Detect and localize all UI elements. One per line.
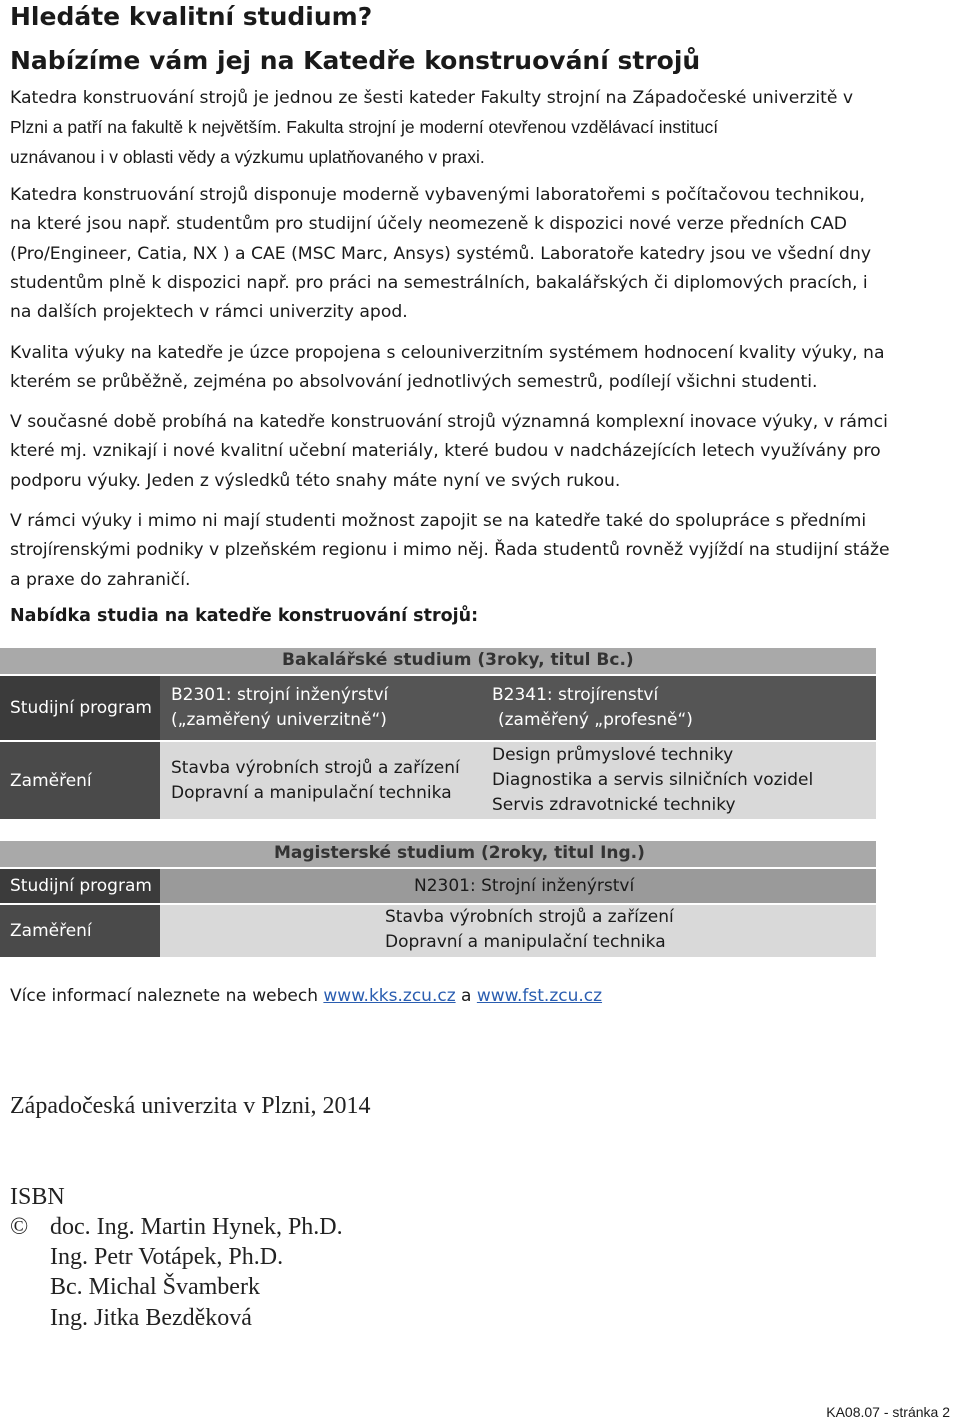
program-a: B2301: strojní inženýrství („zaměřený univerzitně“) — [171, 685, 389, 730]
page-subtitle: Nabízíme vám jej na Katedře konstruování strojů — [10, 46, 701, 75]
paragraph-line: na dalších projektech v rámci univerzity apod. — [10, 302, 408, 323]
page-title: Hledáte kvalitní studium? — [10, 2, 373, 31]
program-b: B2341: strojírenství (zaměřený „profesně“) — [492, 685, 693, 730]
paragraph-line: (Pro/Engineer, Catia, NX ) a CAE (MSC Marc, Ansys) systémů. Laboratoře katedry jsou ve všední dny — [10, 243, 872, 264]
bachelor-program-row — [0, 676, 876, 740]
paragraph-line: strojírenskými podniky v plzeňském regionu i mimo něj. Řada studentů rovněž vyjíždí na studijní stáže — [10, 540, 890, 561]
paragraph-line: Kvalita výuky na katedře je úzce propojena s celouniverzitním systémem hodnocení kvality výuky, na — [10, 343, 885, 363]
program-label: Studijní program — [0, 676, 160, 740]
paragraph-line: které mj. vznikají i nové kvalitní učební materiály, které budou v nadcházejících letech využívány pro — [10, 441, 881, 462]
paragraph-line: podporu výuky. Jeden z výsledků této snahy máte nyní ve svých rukou. — [10, 470, 621, 491]
focus-b: Design průmyslové techniky Diagnostika a servis silničních vozidel Servis zdravotnické techniky — [492, 745, 814, 815]
program-label: Studijní program — [0, 869, 160, 903]
paragraph-line: Plzni a patří na fakultě k největším. Fakulta strojní je moderní otevřenou vzdělávací institucí — [10, 117, 719, 138]
master-focus-row — [0, 905, 876, 957]
paragraph-line: Katedra konstruování strojů je jednou ze šesti kateder Fakulty strojní na Západočeské univerzitě v — [10, 88, 854, 108]
more-info: Více informací naleznete na webech www.kks.zcu.cz a www.fst.zcu.cz — [10, 986, 603, 1006]
paragraph-quality — [10, 339, 950, 398]
link-fst[interactable]: www.fst.zcu.cz — [476, 986, 603, 1006]
section-heading: Nabídka studia na katedře konstruování strojů: — [10, 606, 479, 626]
paragraph-line: na které jsou např. studentům pro studijní účely neomezeně k dispozici nové verze předních CAD — [10, 214, 847, 235]
master-program-row — [0, 869, 876, 903]
paragraph-line: kterém se průběžně, zejména po absolvování jednotlivých semestrů, podílejí všichni studenti. — [10, 372, 818, 393]
paragraph-line: Katedra konstruování strojů disponuje moderně vybavenými laboratořemi s počítačovou technikou, — [10, 185, 865, 205]
paragraph-line: uznávanou i v oblasti vědy a výzkumu uplatňovaného v praxi. — [10, 146, 485, 167]
master-focus: Stavba výrobních strojů a zařízení Dopravní a manipulační technika — [385, 907, 674, 952]
publisher: Západočeská univerzita v Plzni, 2014 — [10, 1093, 371, 1119]
master-program: N2301: Strojní inženýrství — [414, 876, 635, 896]
author: doc. Ing. Martin Hynek, Ph.D. — [50, 1214, 343, 1240]
copyright-symbol: © — [10, 1214, 29, 1240]
bachelor-focus-row — [0, 742, 876, 819]
paragraph-intro — [10, 84, 950, 172]
paragraph-line: studentům plně k dispozici např. pro práci na semestrálních, bakalářských či diplomových pracích, i — [10, 272, 868, 293]
paragraph-line: V současné době probíhá na katedře konstruování strojů významná komplexní inovace výuky, v rámci — [10, 412, 888, 432]
paragraph-line: V rámci výuky i mimo ni mají studenti možnost zapojit se na katedře také do spolupráce s předními — [10, 511, 867, 531]
isbn: ISBN — [10, 1184, 65, 1210]
author: Ing. Petr Votápek, Ph.D. — [50, 1244, 284, 1270]
paragraph-line: a praxe do zahraničí. — [10, 569, 191, 590]
bachelor-header: Bakalářské studium (3roky, titul Bc.) — [282, 650, 634, 670]
focus-label: Zaměření — [0, 905, 160, 957]
link-kks[interactable]: www.kks.zcu.cz — [323, 986, 456, 1006]
bachelor-header-bar — [0, 648, 876, 674]
master-header-bar — [0, 841, 876, 867]
author: Ing. Jitka Bezděková — [50, 1305, 252, 1331]
focus-label: Zaměření — [0, 742, 160, 819]
focus-a: Stavba výrobních strojů a zařízení Dopravní a manipulační technika — [171, 758, 460, 803]
paragraph-innovation — [10, 408, 950, 496]
master-header: Magisterské studium (2roky, titul Ing.) — [274, 843, 645, 863]
paragraph-cooperation — [10, 507, 950, 595]
page-code: KA08.07 - stránka 2 — [826, 1404, 950, 1420]
paragraph-laboratories — [10, 181, 950, 327]
author: Bc. Michal Švamberk — [50, 1274, 260, 1300]
